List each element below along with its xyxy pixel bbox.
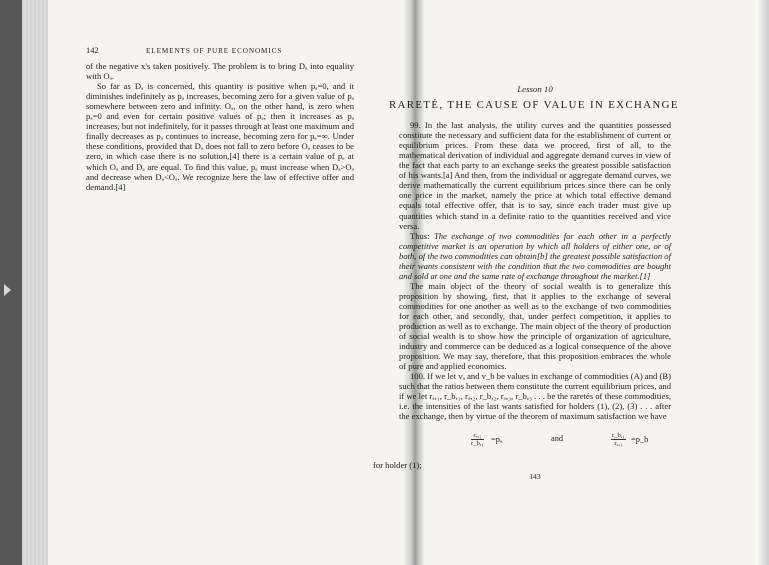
thus-intro: Thus: xyxy=(410,230,434,241)
right-paragraph-main-object: The main object of the theory of social wealth is to generalize this proposition by showing, first, that it applies to the exchange of several commodities for one another as well as to the exchange of two commodities for each other, and secondly, that, under perfect competition, it applies to production as well as to exchange. The main object of the theory of production of social wealth is to show how the principle of organization of agriculture, industry and commerce can be deduced as a logical consequence of the above proposition. We may say, therefore, that this proposition embraces the whole of pure and applied economics. xyxy=(399,280,671,372)
page-edge-left xyxy=(22,0,48,565)
fraction-left-denominator: r_b,₁ xyxy=(471,439,484,447)
italic-proposition: The exchange of two commodities for each other in a perfectly competitive market is an operation by which all holders of either one, or of both, of the two commodities can obtain[b] the greatest possible satisfaction of their wants consistent with the condition that the two commodities are bought and sold at one and the same rate of exchange throughout the market.[1] xyxy=(399,230,671,281)
right-paragraph-99: 99. In the last analysis, the utility curves and the quantities possessed constitute the necessary and sufficient data for the establishment of current or equilibrium prices. From these data we proceed, first of all, to the mathematical derivation of individual and aggregate demand curves in view of the fact that each party to an exchange seeks the greatest possible satisfaction of his wants.[a] And then, from the individual or aggregate demand curves, we derive mathematically the current equilibrium prices since there can be only one price in the market, namely the price at which total effective demand equals total effective offer, that is to say, since each trader must give up quantities which stand in a definite ratio to the quantities received and vice versa. xyxy=(399,120,671,231)
fraction-left xyxy=(471,432,484,447)
fraction-right-numerator: r_b,₁ xyxy=(612,431,625,439)
fraction-right xyxy=(611,432,626,447)
right-page-number: 143 xyxy=(529,471,541,481)
holder-label: for holder (1); xyxy=(373,459,422,470)
left-page-number: 142 xyxy=(86,46,99,55)
right-page xyxy=(373,84,679,482)
running-head: ELEMENTS OF PURE ECONOMICS xyxy=(146,47,283,55)
left-page xyxy=(86,46,354,192)
thus-statement xyxy=(399,231,671,281)
left-paragraph-2: So far as Dₐ is concerned, this quantity is positive when pₐ=0, and it diminishes indefinitely as pₐ increases, becoming zero for a given value of pₐ somewhere between zero and infinity. Oₐ, on the other hand, is zero when pₐ=0 and even for certain positive values of pₐ; then it increases as pₐ increases, but not indefinitely, for it passes through at least one maximum and finally decreases as pₐ continues to increase, becoming zero for pₐ=∞. Under these conditions, provided that Dₐ does not fall to zero before Oₐ ceases to be zero, in which case there is no solution,[4] there is a certain value of pₐ at which Oₐ and Dₐ are equal. To find this value, pₐ must increase when Dₐ>Oₐ and decrease when Dₐ<Oₐ. We recognize here the law of effective offer and demand.[4] xyxy=(86,81,354,192)
right-paragraph-100: 100. If we let vₐ and v_b be values in exchange of commodities (A) and (B) such that the ratios between them constitute the current equilibrium prices, and if we let rₐ,₁, r_b,₁, rₐ,₂, r_b,₂, rₐ,₃, r_b,₃ . . . be the raretés of these commodities, i.e. the intensities of the last wants satisfied for holders (1), (2), (3) . . . after the exchange, then by virtue of the theorem of maximum satisfaction we have xyxy=(399,371,671,422)
fraction-right-denominator: rₐ,₁ xyxy=(614,439,623,447)
fraction-left-numerator: rₐ,₁ xyxy=(471,432,484,440)
lesson-label: Lesson 10 xyxy=(517,84,553,94)
viewer-sidebar xyxy=(0,0,22,565)
equals-pb: =p_b xyxy=(631,434,649,444)
formula-row xyxy=(399,430,671,460)
and-word: and xyxy=(551,433,564,443)
page-edge-right xyxy=(759,0,769,565)
next-page-arrow-icon[interactable] xyxy=(4,284,11,296)
chapter-title: RARETÉ, THE CAUSE OF VALUE IN EXCHANGE xyxy=(389,99,679,112)
left-paragraph-1: of the negative x's taken positively. The problem is to bring Dₐ into equality with Oₐ. xyxy=(86,61,354,82)
left-page-header xyxy=(86,46,354,56)
equals-pa: =pₐ xyxy=(491,434,503,444)
